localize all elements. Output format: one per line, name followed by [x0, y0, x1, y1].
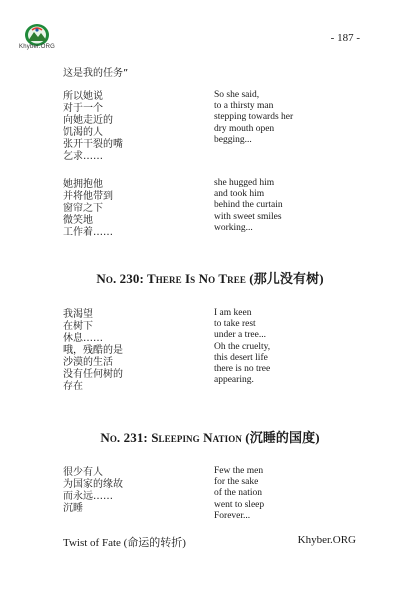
poem-230-chinese: 我渴望 在树下 休息…… 哦，残酷的是 沙漠的生活 没有任何树的 存在 — [63, 309, 123, 392]
footer-book-title: Twist of Fate (命运的转折) — [63, 537, 186, 549]
poem-230-title-en: There Is No Tree — [147, 271, 250, 286]
poem-231-heading — [0, 427, 420, 446]
poem-230-english: I am keen to take rest under a tree... Oh the cruelty, this desert life there is no tree appearing. — [214, 308, 271, 386]
poem-231-number: No. 231: — [100, 430, 152, 445]
stanza-2-english: she hugged him and took him behind the curtain with sweet smiles working... — [214, 178, 283, 233]
poem-231-chinese: 很少有人 为国家的缘故 而永远…… 沉睡 — [63, 467, 123, 514]
stanza-1-chinese: 所以她说 对于一个 向她走近的 饥渴的人 张开干裂的嘴 乞求…… — [63, 91, 123, 162]
page-number: - 187 - — [330, 32, 360, 44]
intro-line: 这是我的任务” — [63, 68, 129, 79]
poem-230-title-zh: (那儿没有树) — [249, 271, 324, 286]
poem-231-title-en: Sleeping Nation — [151, 430, 246, 445]
poem-231-english: Few the men for the sake of the nation went to sleep Forever... — [214, 466, 265, 521]
poem-230-heading — [0, 268, 420, 287]
stanza-1-english: So she said, to a thirsty man stepping towards her dry mouth open begging... — [214, 90, 294, 145]
footer-site: Khyber.ORG — [297, 534, 356, 546]
logo-text: Khyber.ORG — [19, 44, 56, 50]
poem-231-title-zh: (沉睡的国度) — [245, 430, 320, 445]
poem-230-number: No. 230: — [96, 271, 147, 286]
stanza-2-chinese: 她拥抱他 并将他带到 窗帘之下 微笑地 工作着…… — [63, 179, 113, 238]
